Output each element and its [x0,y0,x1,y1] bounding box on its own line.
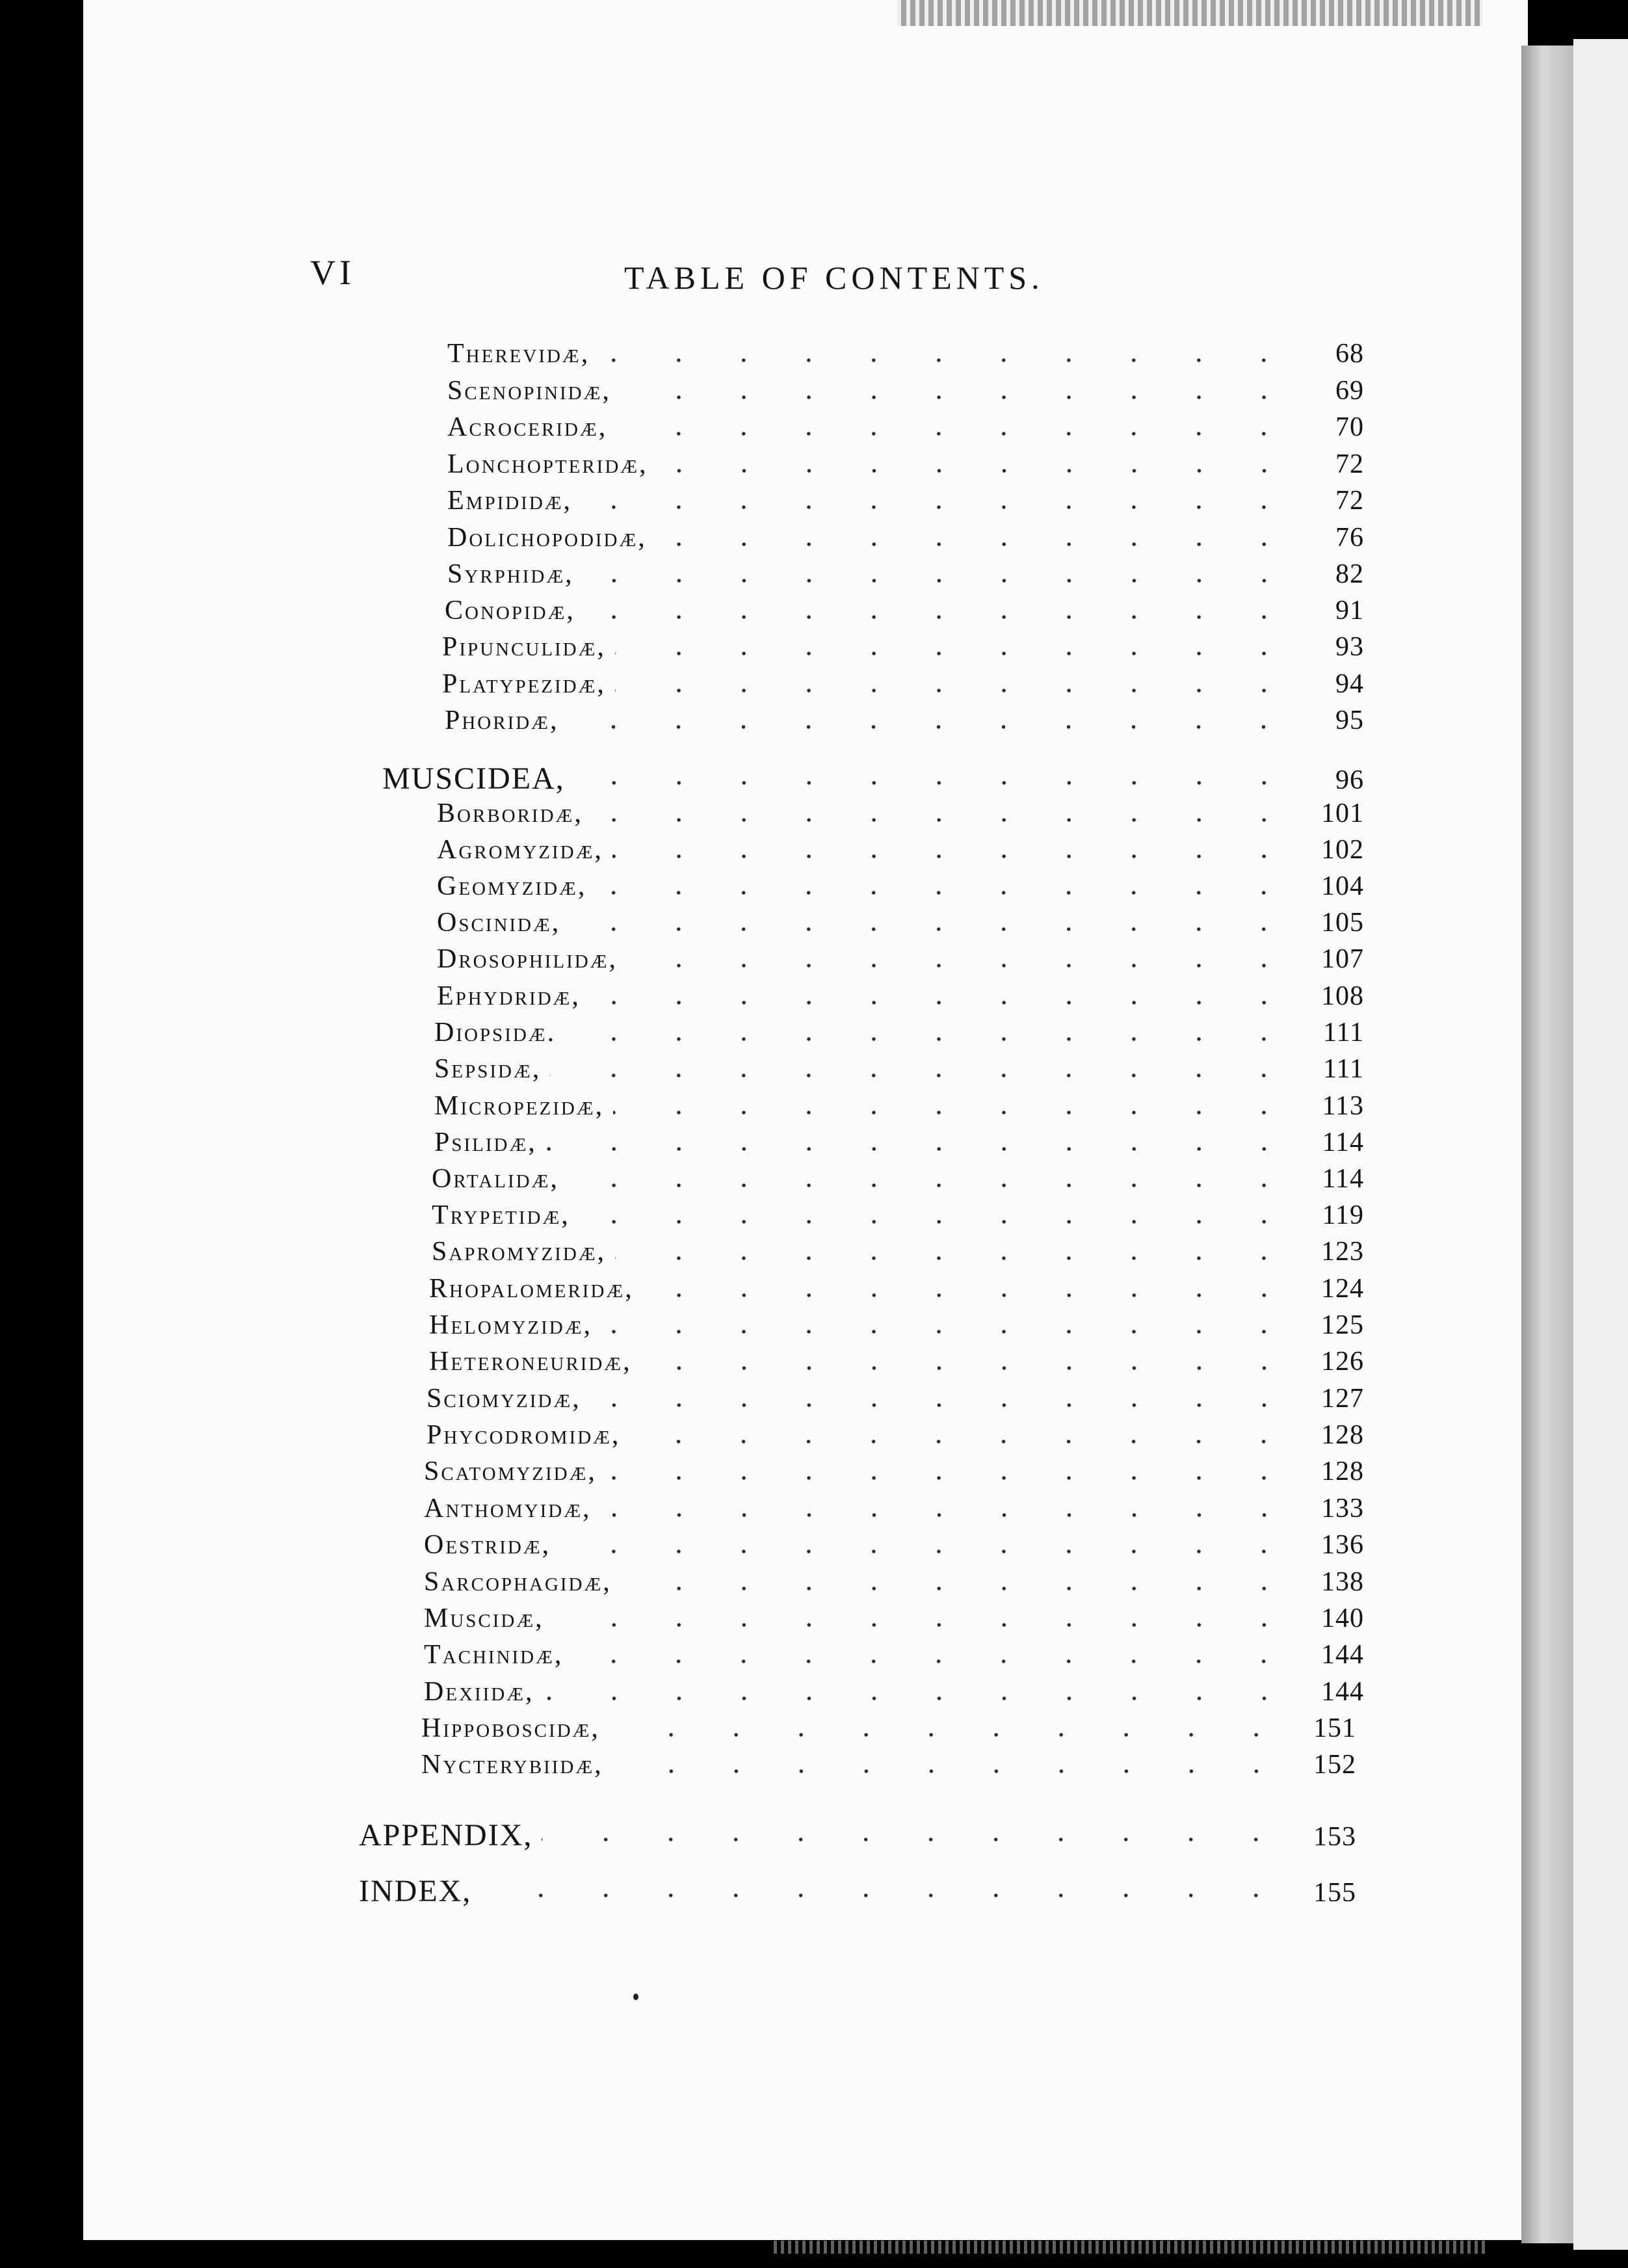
toc-entry-page: 94 [1335,669,1364,699]
toc-entry-title: Phycodromidæ, [427,1420,621,1450]
toc-entry-title: Conopidæ, [445,596,575,626]
dot-leader [629,1438,1296,1445]
dot-leader [621,1585,1296,1592]
toc-entry [421,1749,1356,1786]
toc-entry-page: 155 [1313,1878,1356,1908]
toc-entry [424,1566,1364,1603]
dot-leader [572,1658,1296,1665]
dot-leader [612,853,1296,860]
toc-entry-title: Nycterybiidæ, [421,1750,603,1780]
toc-entry-page: 133 [1321,1494,1364,1523]
page-number: VI [310,253,355,292]
toc-entry-title: Geomyzidæ, [437,871,587,901]
dot-leader [480,1892,1289,1899]
toc-entry [429,1346,1364,1382]
toc-entry-page: 102 [1321,835,1364,865]
toc-entry-title: Diopsidæ. [434,1018,557,1048]
toc-entry-title: Dexiidæ, [424,1677,534,1707]
toc-entry-title: Scenopinidæ, [447,376,611,406]
toc-entry-page: 153 [1313,1822,1356,1852]
toc-entry [424,1639,1364,1676]
toc-entry [445,595,1364,631]
running-head: TABLE OF CONTENTS. [624,259,1044,296]
toc-entry-title: Syrphidæ, [447,559,574,589]
toc-entry-title: Platypezidæ, [442,669,606,699]
toc-entry [447,449,1364,485]
toc-entry-page: 152 [1313,1750,1356,1780]
toc-entry-page: 136 [1321,1530,1364,1560]
dot-leader [601,1328,1296,1335]
toc-entry-title: Therevidæ, [447,339,590,369]
dot-leader [613,1109,1296,1116]
dot-leader [592,817,1296,823]
toc-entry [432,1200,1364,1236]
dot-leader [657,468,1296,474]
toc-entry-title: Heteroneuridæ, [429,1347,632,1377]
dot-leader [615,650,1296,657]
toc-entry-title: Anthomyidæ, [424,1494,592,1523]
dot-leader [601,1512,1297,1518]
toc-entry-page: 128 [1321,1457,1364,1486]
toc-entry-title: Pipunculidæ, [442,632,606,662]
toc-entry [442,631,1364,668]
toc-entry [424,1456,1364,1492]
toc-entry-page: 125 [1321,1310,1364,1340]
dot-leader [560,1548,1296,1555]
dot-leader [615,687,1296,694]
toc-entry-page: 93 [1335,632,1364,662]
toc-entry-page: 104 [1321,871,1364,901]
toc-entry-title: Trypetidæ, [432,1200,570,1230]
toc-entry-page: 127 [1321,1384,1364,1414]
toc-entry [427,1419,1364,1456]
dot-leader [579,1219,1296,1225]
dot-leader [599,357,1296,363]
toc-entry-title: Sciomyzidæ, [427,1384,581,1414]
dot-leader [627,962,1296,969]
toc-entry-page: 72 [1335,486,1364,516]
dot-leader [590,999,1296,1006]
dot-leader [544,1695,1296,1702]
toc-entry-page: 114 [1322,1127,1364,1157]
toc-entry [434,1053,1364,1090]
toc-entry-page: 140 [1321,1603,1364,1633]
toc-entry-page: 111 [1323,1018,1364,1048]
toc-entry-title: Ephydridæ, [437,981,581,1011]
toc-entry-page: 119 [1322,1200,1364,1230]
dot-leader [546,1146,1296,1152]
toc-entry [434,1090,1364,1127]
toc-entry [442,668,1364,705]
dot-leader [612,1768,1289,1774]
toc-entry-page: 108 [1321,981,1364,1011]
dot-leader [615,1255,1296,1261]
dot-leader [596,890,1296,896]
toc-entry [447,559,1364,595]
toc-entry-page: 105 [1321,908,1364,938]
toc-entry-title: Dolichopodidæ, [447,523,647,553]
toc-entry [427,1383,1364,1419]
toc-entry-title: Ortalidæ, [432,1164,559,1194]
toc-entry-title: Acroceridæ, [447,412,608,442]
toc-entry-title: Muscidæ, [424,1603,544,1633]
toc-entry-page: 144 [1321,1640,1364,1670]
toc-entry [432,1163,1364,1200]
toc-entry [424,1493,1364,1529]
dot-leader [583,577,1296,584]
toc-entry-page: 124 [1321,1274,1364,1304]
toc-entry-page: 82 [1335,559,1364,589]
toc-entry-page: 144 [1321,1677,1364,1707]
dot-leader [550,1072,1296,1079]
toc-entry-title: Rhopalomeridæ, [429,1274,634,1304]
dot-leader [574,780,1296,786]
toc-entry-title: Psilidæ, [434,1127,537,1157]
toc-entry [434,1127,1364,1163]
toc-entry [447,375,1364,412]
toc-entry-page: 126 [1321,1347,1364,1377]
toc-entry-page: 151 [1313,1713,1356,1743]
dot-leader [581,504,1296,510]
dot-leader [656,541,1296,547]
toc-entry [437,907,1364,943]
toc-entry-title: Tachinidæ, [424,1640,564,1670]
toc-entry [445,705,1364,741]
toc-entry [447,522,1364,559]
toc-entry [382,761,1364,797]
toc-entry-page: 95 [1335,705,1364,735]
toc-entry [359,1873,1356,1910]
dot-leader [568,724,1296,730]
toc-entry-title: Empididæ, [447,486,573,516]
toc-entry-page: 70 [1335,412,1364,442]
toc-entry-page: 114 [1322,1164,1364,1194]
toc-entry-title: Oestridæ, [424,1530,551,1560]
toc-entry-page: 96 [1335,765,1364,795]
toc-entry-title: APPENDIX, [359,1818,533,1853]
toc-entry-title: Agromyzidæ, [437,835,603,865]
toc-entry-page: 101 [1321,798,1364,828]
ink-spot [633,1994,638,2000]
dot-leader [590,1402,1296,1408]
dot-leader [620,394,1296,401]
toc-entry-page: 68 [1335,339,1364,369]
toc-entry-page: 123 [1321,1237,1364,1267]
toc-entry [424,1603,1364,1639]
toc-entry-page: 107 [1321,944,1364,974]
toc-entry-title: Helomyzidæ, [429,1310,593,1340]
toc-entry-page: 69 [1335,376,1364,406]
toc-entry [447,412,1364,448]
toc-entry-title: Sepsidæ, [434,1054,542,1084]
toc-entry [447,338,1364,375]
toc-entry-page: 138 [1321,1567,1364,1597]
toc-entry-title: Borboridæ, [437,798,583,828]
dot-leader [568,1182,1296,1189]
toc-entry [434,1017,1364,1053]
toc-entry [421,1713,1356,1749]
toc-entry-page: 72 [1335,449,1364,479]
toc-entry-page: 111 [1323,1054,1364,1084]
toc-entry [359,1817,1356,1854]
dot-leader [643,1292,1296,1299]
toc-entry [437,981,1364,1017]
toc-entry [437,798,1364,834]
dot-leader [609,1732,1289,1738]
toc-entry-page: 113 [1322,1091,1364,1121]
toc-entry-title: Lonchopteridæ, [447,449,648,479]
toc-entry-page: 128 [1321,1420,1364,1450]
dot-leader [584,614,1296,620]
toc-entry-title: Sarcophagidæ, [424,1567,612,1597]
toc-entry-page: 91 [1335,596,1364,626]
toc-entry [424,1676,1364,1713]
toc-entry-page: 76 [1335,523,1364,553]
dot-leader [570,926,1296,932]
toc-entry-title: Micropezidæ, [434,1091,605,1121]
toc-entry-title: Drosophilidæ, [437,944,618,974]
toc-entry [447,485,1364,521]
toc-entry [437,834,1364,871]
toc-entry-title: Sapromyzidæ, [432,1237,607,1267]
toc-entry-title: Oscinidæ, [437,908,561,938]
toc-entry [429,1273,1364,1310]
toc-entry [437,871,1364,907]
toc-entry [432,1236,1364,1272]
toc-entry-title: Phoridæ, [445,705,559,735]
dot-leader [641,1365,1296,1371]
dot-leader [606,1475,1296,1481]
dot-leader [616,430,1296,437]
toc-entry [424,1529,1364,1566]
toc-entry-title: Scatomyzidæ, [424,1457,597,1486]
toc-entry [437,943,1364,980]
toc-entry-title: MUSCIDEA, [382,761,565,796]
toc-entry [429,1310,1364,1346]
toc-entry-title: Hippoboscidæ, [421,1713,600,1743]
toc-entry-title: INDEX, [359,1874,472,1908]
dot-leader [553,1622,1296,1628]
dot-leader [542,1836,1289,1843]
dot-leader [565,1036,1296,1042]
